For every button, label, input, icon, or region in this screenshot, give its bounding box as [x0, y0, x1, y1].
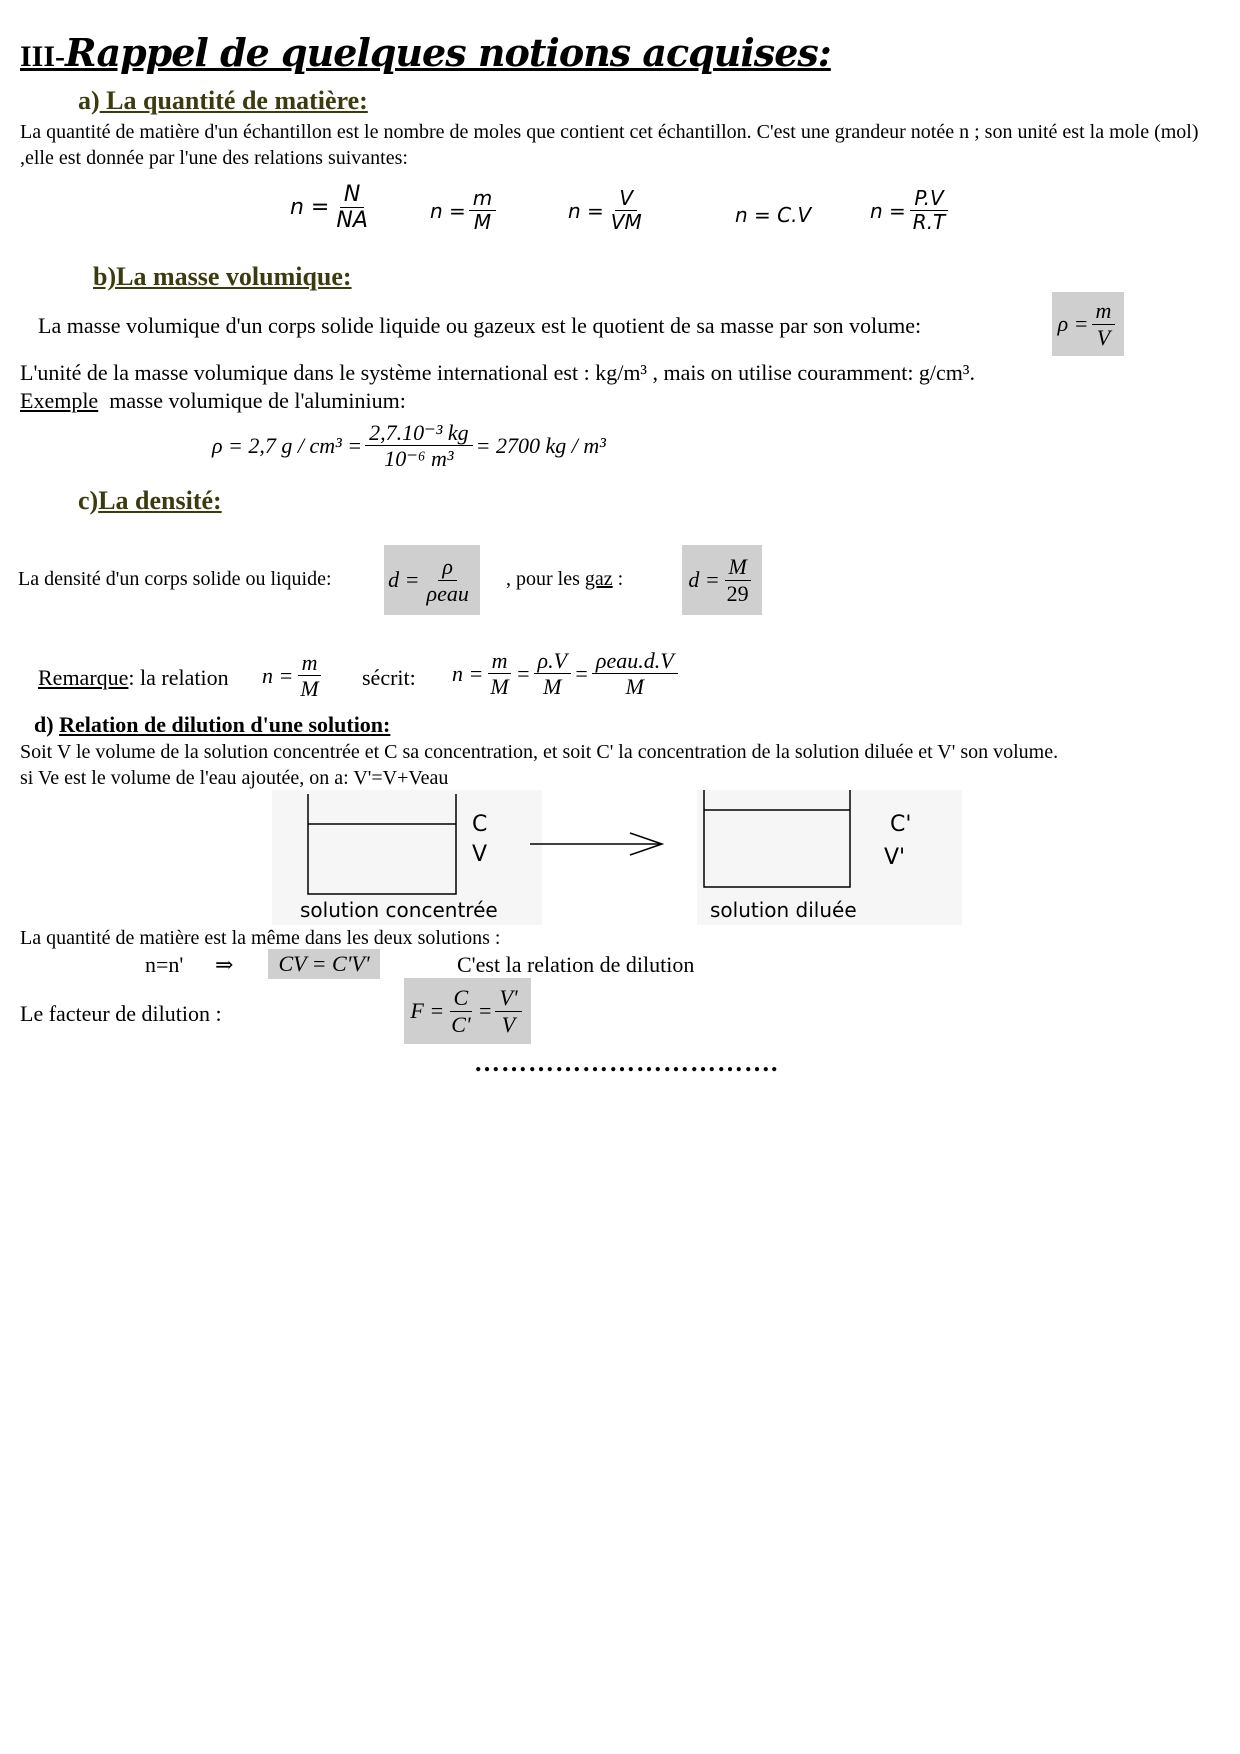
fig-label-v: V	[472, 842, 488, 867]
formula-n-m-M: n = $\frac{m}{M}$	[430, 187, 499, 234]
formula-n-CV: n = C.V	[735, 203, 812, 227]
formula-d-liquide-box: d = $\frac{\rho}{\text{ρeau}}$	[384, 545, 480, 615]
densite-paragraph: La densité d'un corps solide ou liquide:	[18, 568, 332, 590]
example-line: Exemple masse volumique de l'aluminium:	[20, 388, 406, 413]
section-c-heading: c)La densité:	[78, 486, 222, 515]
title-number: III-	[20, 40, 66, 73]
dilution-factor-box: F = $\frac{C}{C'}$ = $\frac{V'}{V}$	[404, 978, 531, 1044]
formula-n-V-VM: n = $\frac{V}{VM}$	[568, 186, 642, 234]
section-b-heading: b)La masse volumique:	[93, 262, 352, 291]
section-b-paragraph: La masse volumique d'un corps solide liquide ou gazeux est le quotient de sa masse par son volume:	[38, 313, 922, 338]
formula-rho-box: ρ = $\frac{m}{V}$	[1052, 292, 1124, 356]
formula-n-N-NA: n = $\frac{N}{NA}$	[290, 182, 368, 234]
fig-label-vp: V'	[884, 845, 906, 870]
remarque-formula-1: n = $\frac{m}{M}$	[262, 650, 326, 702]
remarque-formula-2: n = $\frac{m}{M}$ = $\frac{\rho.V}{M}$ = $\frac{\text{ρeau.d.V}}{M}$	[452, 648, 681, 700]
formula-d-gaz-box: d = $\frac{M}{29}$	[682, 545, 762, 615]
example-formula: ρ = 2,7 g / cm³ = $\frac{\text{2,7.10⁻³ kg}}{\text{10⁻⁶ m³}}$ = 2700 kg / m³	[212, 420, 606, 472]
n-equals-nprime: n=n'	[145, 952, 184, 977]
page-title	[20, 30, 831, 76]
title-text: Rappel de quelques notions acquises:	[65, 30, 831, 75]
dilution-factor-label: Le facteur de dilution :	[20, 1001, 222, 1026]
unit-text: L'unité de la masse volumique dans le système international est : kg/m³ , mais on utilise couramment: g/cm³.	[20, 360, 976, 385]
section-d-heading: d) Relation de dilution d'une solution:	[34, 712, 391, 737]
closing-dots: …………………………….	[474, 1048, 779, 1077]
implies-arrow: ⇒	[215, 952, 234, 977]
fig-label-cp: C'	[890, 812, 912, 837]
secrit-text: sécrit:	[362, 665, 416, 690]
same-quantity-text: La quantité de matière est la même dans les deux solutions :	[20, 927, 501, 949]
dilution-relation-box: CV = C'V'	[268, 949, 380, 979]
dilution-relation-text: C'est la relation de dilution	[457, 952, 695, 977]
section-a-paragraph: La quantité de matière d'un échantillon est le nombre de moles que contient cet échantillon. C'est une grandeur notée n ; son unité est la mole (mol) ,elle est donnée par l'une des relations suivantes:	[20, 121, 1199, 169]
remarque-label: Remarque: la relation	[38, 665, 229, 690]
fig-caption-concentree: solution concentrée	[300, 898, 498, 922]
fig-caption-diluee: solution diluée	[710, 898, 857, 922]
dilution-para-1: Soit V le volume de la solution concentrée et C sa concentration, et soit C' la concentration de la solution diluée et V' son volume.	[20, 741, 1059, 763]
gaz-text: , pour les gaz :	[506, 568, 624, 590]
formula-n-PV-RT: n = $\frac{P.V}{R.T}$	[870, 187, 952, 234]
section-a-heading: a) La quantité de matière:	[78, 86, 368, 115]
dilution-para-2: si Ve est le volume de l'eau ajoutée, on a: V'=V+Veau	[20, 767, 449, 789]
fig-label-c: C	[472, 812, 488, 837]
